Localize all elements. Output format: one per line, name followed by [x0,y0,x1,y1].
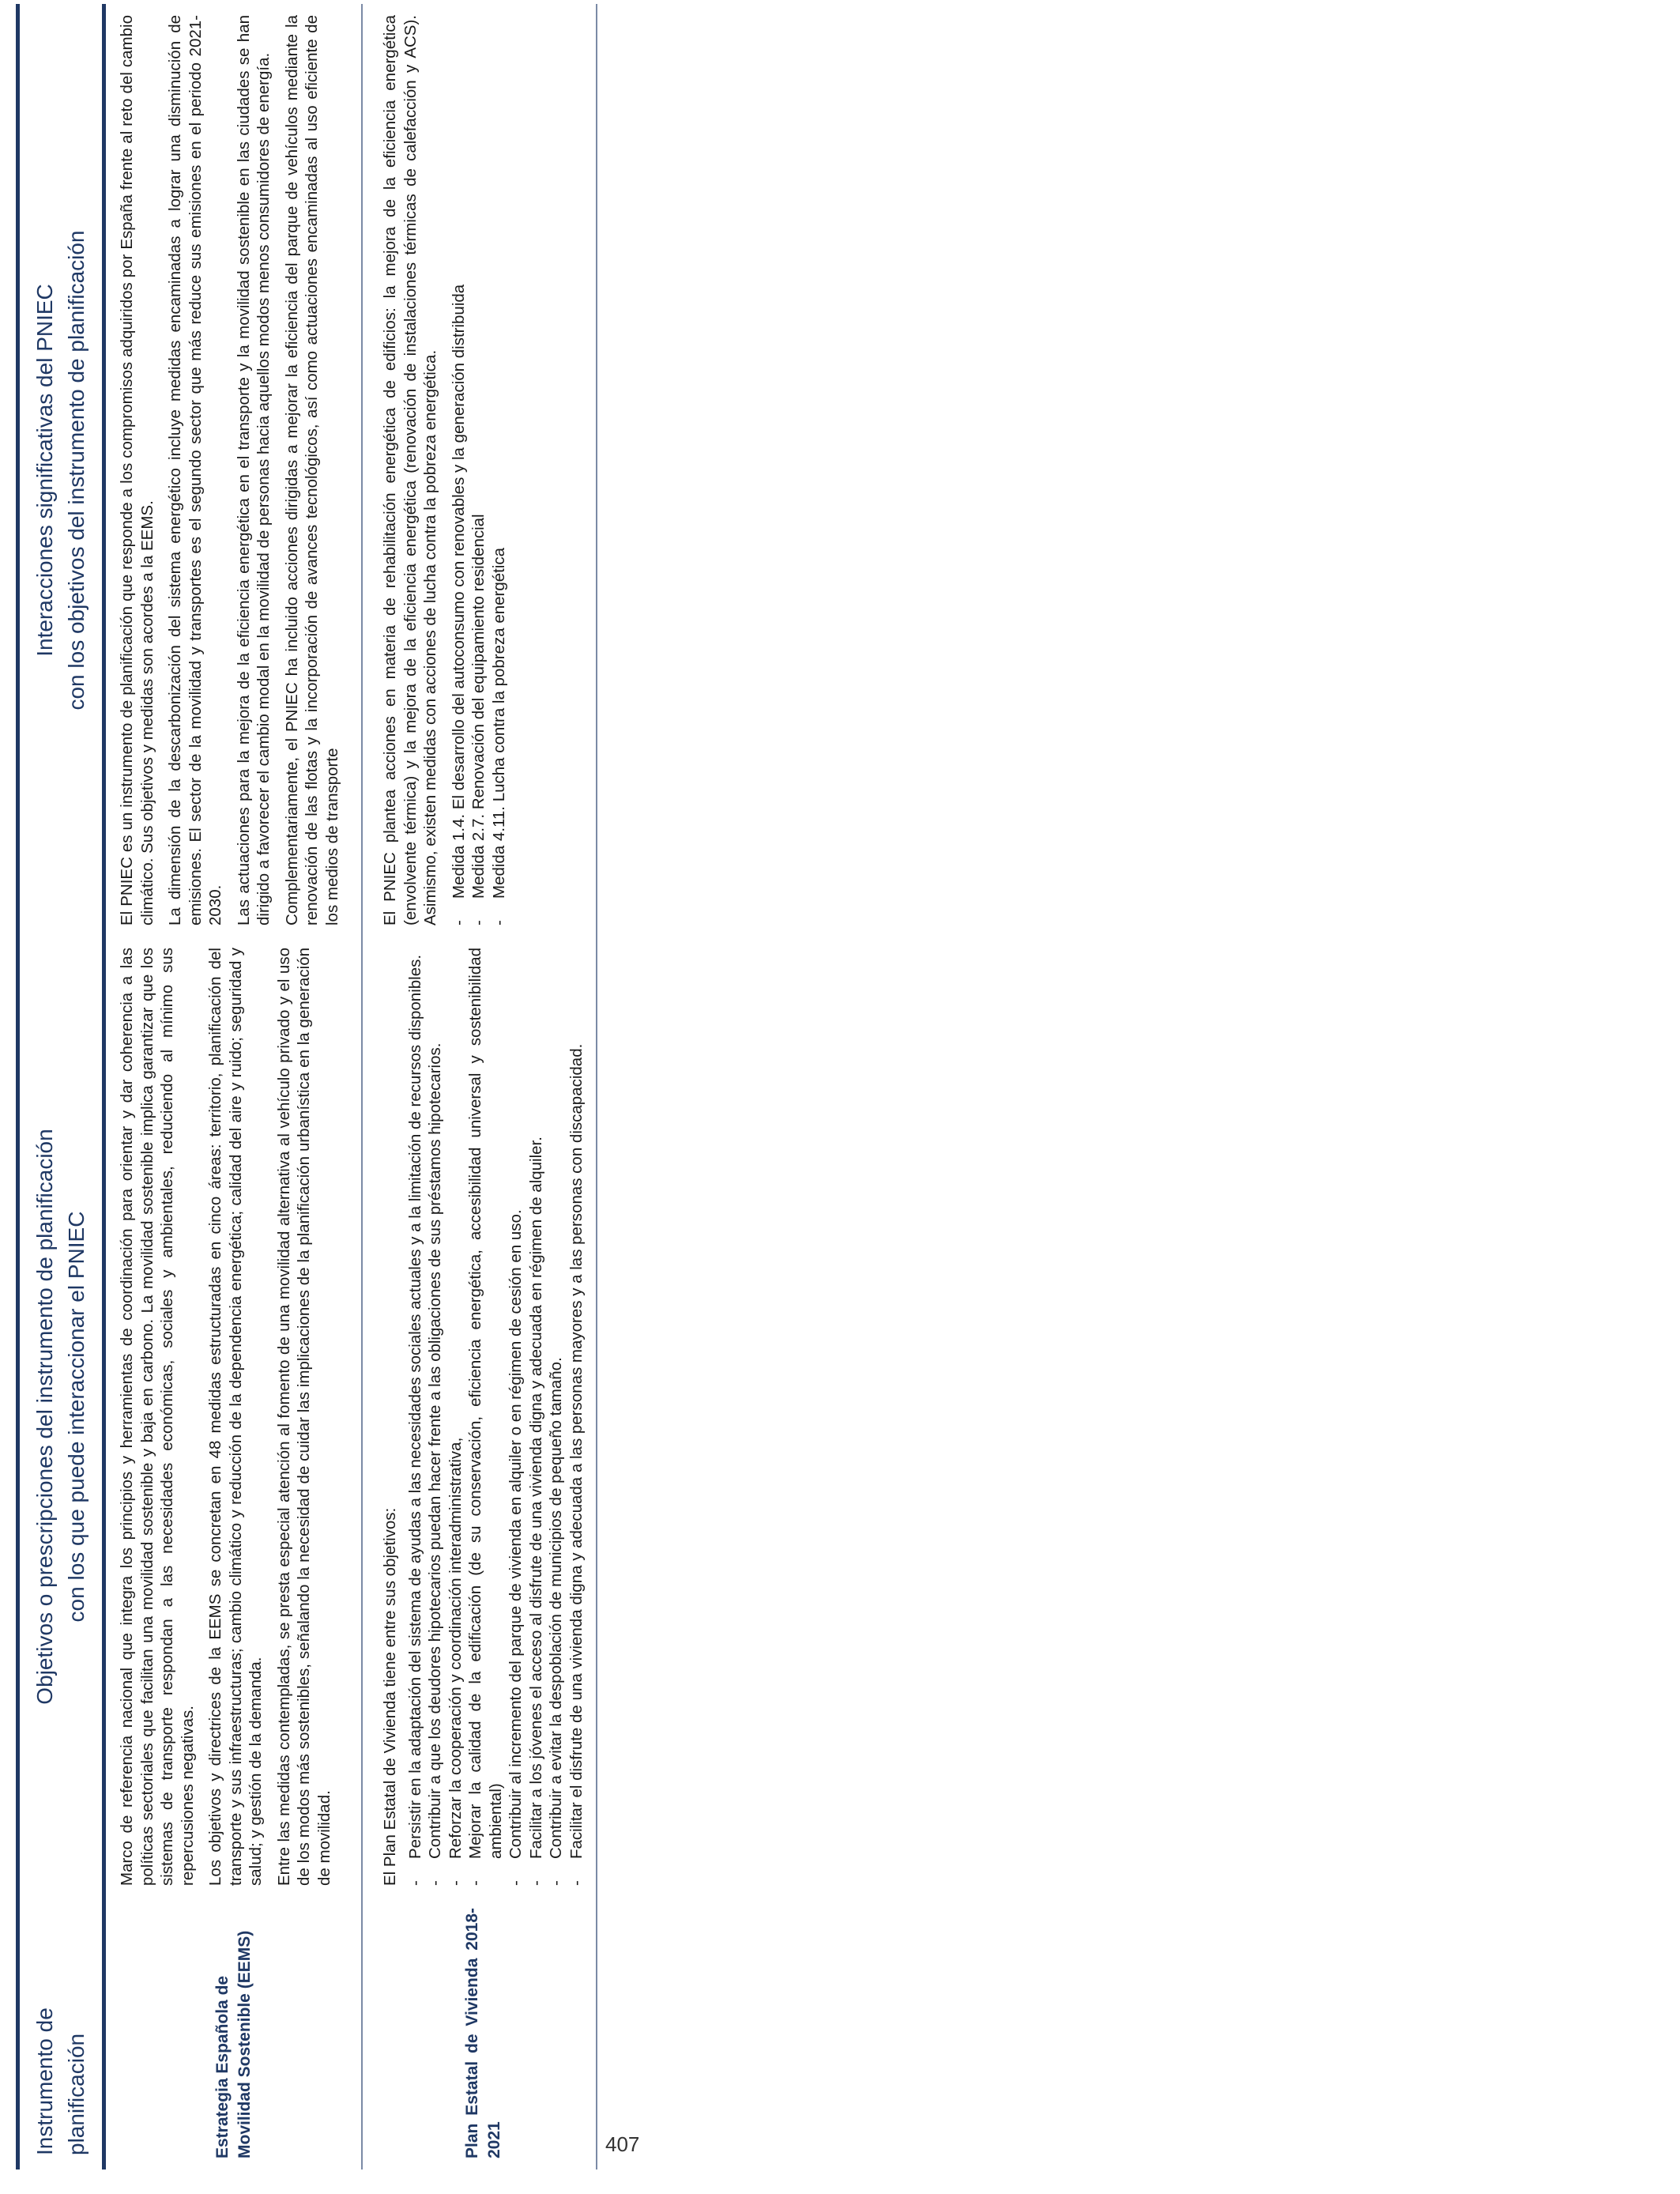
page-number: 407 [605,2132,640,2156]
list-item: - Medida 1.4. El desarrollo del autoconsumo con renovables y la generación distribuida [449,15,469,925]
list-item: - Facilitar a los jóvenes el acceso al disfrute de una vivienda digna y adecuada en régimen de alquiler. [526,948,547,1886]
interactions-eems-p2: La dimensión de la descarbonización del sistema energético incluye medidas encaminadas a lograr una disminución de emisiones. El sector de la movilidad y transportes es el segundo sector que más reduce sus emisiones en el periodo 2021-2030. [166,15,224,925]
instrument-vivienda: Plan Estatal de Vivienda 2018-2021 [362,1897,597,2169]
header-objectives-line1: Objetivos o prescripciones del instrumento de planificación [32,1129,57,1705]
list-item: - Medida 4.11. Lucha contra la pobreza energética [489,15,510,925]
table-row-eems [104,4,363,2169]
objectives-eems-p3: Entre las medidas contempladas, se presta especial atención al fomento de una movilidad alternativa al vehículo privado y el uso de los modos más sostenibles, señalando la necesidad de cuidar las implicaciones de la planificación urbanística en la generación de movilidad. [274,948,333,1886]
header-interactions-line1: Interacciones significativas del PNIEC [32,284,57,657]
header-interactions-line2: con los objetivos del instrumento de planificación [64,230,89,711]
instrument-eems: Estrategia Española de Movilidad Sostenible (EEMS) [104,1897,363,2169]
table-row-vivienda [362,4,597,2169]
interactions-vivienda-list [449,15,510,925]
list-item: - Contribuir a evitar la despoblación de municipios de pequeño tamaño. [546,948,567,1886]
header-instrument: Instrumento de planificación [18,1897,104,2169]
objectives-vivienda [362,937,597,1897]
list-item: - Persistir en la adaptación del sistema de ayudas a las necesidades sociales actuales y a la limitación de recursos disponibles. [405,948,426,1886]
list-item: - Reforzar la cooperación y coordinación interadministrativa, [446,948,466,1886]
header-interactions [18,4,104,937]
objectives-vivienda-intro: El Plan Estatal de Vivienda tiene entre sus objetivos: [381,1507,399,1886]
list-item: - Facilitar el disfrute de una vivienda digna y adecuada a las personas mayores y a las personas con discapacidad. [567,948,587,1886]
list-item: - Contribuir a que los deudores hipotecarios puedan hacer frente a las obligaciones de sus préstamos hipotecarios. [425,948,446,1886]
list-item: - Mejorar la calidad de la edificación (de su conservación, eficiencia energética, accesibilidad universal y sostenibilidad ambiental) [465,948,506,1886]
table-header-row [18,4,104,2169]
list-item: - Contribuir al incremento del parque de vivienda en alquiler o en régimen de cesión en uso. [506,948,526,1886]
interactions-eems-p3: Las actuaciones para la mejora de la eficiencia energética en el transporte y la movilidad sostenible en las ciudades se han dirigido a favorecer el cambio modal en la movilidad de personas hacia aquellos modos menos consumidores de energía. [234,15,273,925]
header-objectives-line2: con los que puede interaccionar el PNIEC [64,1211,89,1623]
header-objectives [18,937,104,1897]
list-item: - Medida 2.7. Renovación del equipamiento residencial [469,15,489,925]
interactions-eems-p1: El PNIEC es un instrumento de planificación que responde a los compromisos adquiridos por España frente al reto del cambio climático. Sus objetivos y medidas son acordes a la EEMS. [118,15,156,925]
objectives-eems [104,937,363,1897]
objectives-eems-p2: Los objetivos y directrices de la EEMS se concretan en 48 medidas estructuradas en cinco áreas: territorio, planificación del transporte y sus infraestructuras; cambio climático y reducción de la dependencia energética; calidad del aire y ruido; seguridad y salud; y gestión de la demanda. [206,948,265,1886]
interactions-vivienda-text: El PNIEC plantea acciones en materia de rehabilitación energética de edificios: la mejora de la eficiencia energética (envolvente térmica) y la mejora de la eficiencia energética (renovación de instalaciones térmicas de calefacción y ACS). Asimismo, existen medidas con acciones de lucha contra la pobreza energética. [381,15,439,925]
interactions-eems-p4: Complementariamente, el PNIEC ha incluido acciones dirigidas a mejorar la eficiencia del parque de vehículos mediante la renovación de las flotas y la incorporación de avances tecnológicos, así como actuaciones encaminadas al uso eficiente de los medios de transporte [282,15,341,925]
objectives-eems-p1: Marco de referencia nacional que integra los principios y herramientas de coordinación para orientar y dar coherencia a las políticas sectoriales que facilitan una movilidad sostenible y baja en carbono. La movilidad sostenible implica garantizar que los sistemas de transporte respondan a las necesidades económicas, sociales y ambientales, reduciendo al mínimo sus repercusiones negativas. [118,948,197,1886]
objectives-vivienda-list [405,948,587,1886]
interactions-vivienda [362,4,597,937]
pniec-interactions-table [16,4,597,2169]
interactions-eems [104,4,363,937]
rotated-table-container [16,4,988,2169]
